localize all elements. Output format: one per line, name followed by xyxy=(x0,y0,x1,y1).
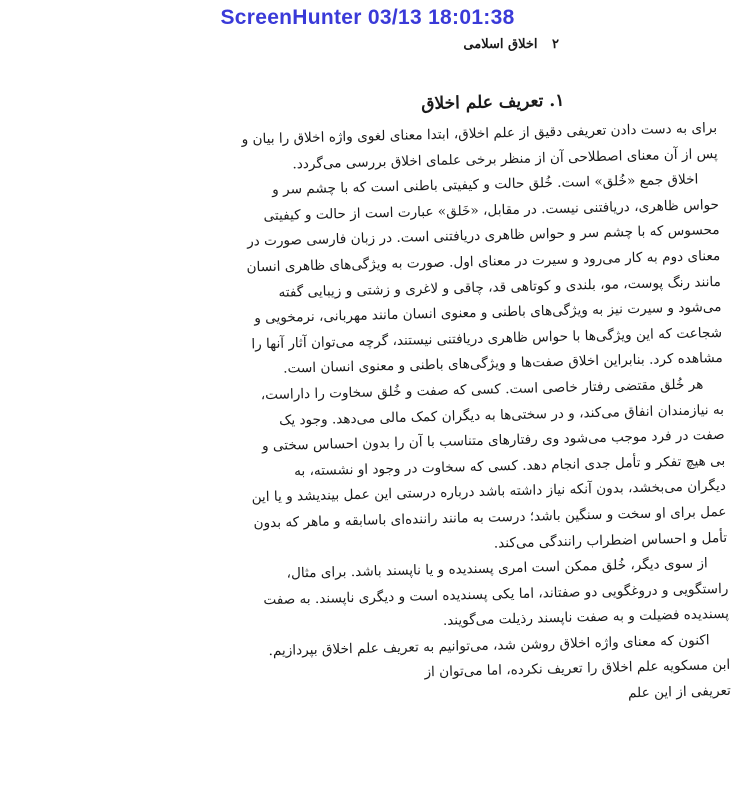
text-line: دیگران می‌بخشد، بدون آنکه نیاز داشته باشد درباره درستی این عمل بیندیشد و یا این xyxy=(251,478,727,506)
text-line: می‌شود و سیرت نیز به ویژگی‌های باطنی و معنوی انسان مانند مهربانی، نرمخویی و xyxy=(254,299,722,327)
text-line: پسندیده فضیلت و به صفت ناپسند رذیلت می‌گویند. xyxy=(442,606,730,630)
text-line: محسوس که با چشم سر و حواس ظاهری دریافتنی است. در زبان فارسی صورت در xyxy=(246,222,720,250)
text-line: از سوی دیگر، خُلق ممکن است امری پسندیده و یا ناپسند باشد. برای مثال، xyxy=(286,555,708,582)
screenhunter-watermark: ScreenHunter 03/13 18:01:38 xyxy=(220,6,515,29)
text-line: صفت در فرد موجب می‌شود وی رفتارهای متناسب با آن را بدون احساس سختی و xyxy=(261,427,725,455)
text-line: تأمل و احساس اضطراب رانندگی می‌کند. xyxy=(493,529,728,552)
text-line: پس از آن معنای اصطلاحی آن از منظر برخی علمای اخلاق بررسی می‌گردد. xyxy=(292,145,718,172)
page-number: ۲ xyxy=(552,37,559,52)
running-header xyxy=(463,37,559,52)
text-line: مانند رنگ پوست، مو، بلندی و کوتاهی قد، چاقی و لاغری و زشتی و زیبایی گفته xyxy=(278,273,722,301)
text-line: ابن مسکویه علم اخلاق را تعریف نکرده، اما می‌توان از xyxy=(424,657,731,681)
text-line: مشاهده کرد. بنابراین اخلاق صفت‌ها و ویژگی‌های باطنی و معنوی انسان است. xyxy=(282,350,723,378)
text-line: اخلاق جمع «خُلق» است. خُلق حالت و کیفیتی باطنی است که با چشم سر و xyxy=(271,171,699,199)
text-line: اکنون که معنای واژه اخلاق روشن شد، می‌توانیم به تعریف علم اخلاق بپردازیم. xyxy=(268,632,710,659)
section-title: ۱. تعریف علم اخلاق xyxy=(421,90,565,115)
text-line: حواس ظاهری، دریافتنی نیست. در مقابل، «خَلق» عبارت است از حالت و کیفیتی xyxy=(263,196,720,224)
text-line: هر خُلق مقتضی رفتار خاصی است. کسی که صفت و خُلق سخاوت را داراست، xyxy=(260,376,704,404)
text-line: شجاعت که این ویژگی‌ها با حواس ظاهری دریافتنی نیستند، گرچه می‌توان آثار آنها را xyxy=(251,324,723,353)
body-text xyxy=(29,116,731,721)
running-title: اخلاق اسلامی xyxy=(463,37,538,52)
text-line: برای به دست دادن تعریفی دقیق از علم اخلاق، ابتدا معنای لغوی واژه اخلاق را بیان و xyxy=(241,119,718,148)
text-line: تعریفی از این علم xyxy=(627,682,732,702)
text-line: بی هیچ تفکر و تأمل جدی انجام دهد. کسی که سخاوت در وجود او نشسته، به xyxy=(293,452,726,480)
text-line: عمل برای او سخت و سنگین باشد؛ درست به مانند راننده‌ای باسابقه و ماهر که بدون xyxy=(253,503,727,532)
text-line: راستگویی و دروغگویی دو صفتاند، اما یکی پسندیده است و دیگری ناپسند. به صفت xyxy=(263,580,729,608)
page-body xyxy=(28,84,731,721)
text-line: معنای دوم به کار می‌رود و سیرت در معنای اول. صورت به ویژگی‌های ظاهری انسان xyxy=(246,247,721,276)
text-line: به نیازمندان انفاق می‌کند، و در سختی‌ها به دیگران کمک مالی می‌دهد. وجود یک xyxy=(278,401,725,429)
